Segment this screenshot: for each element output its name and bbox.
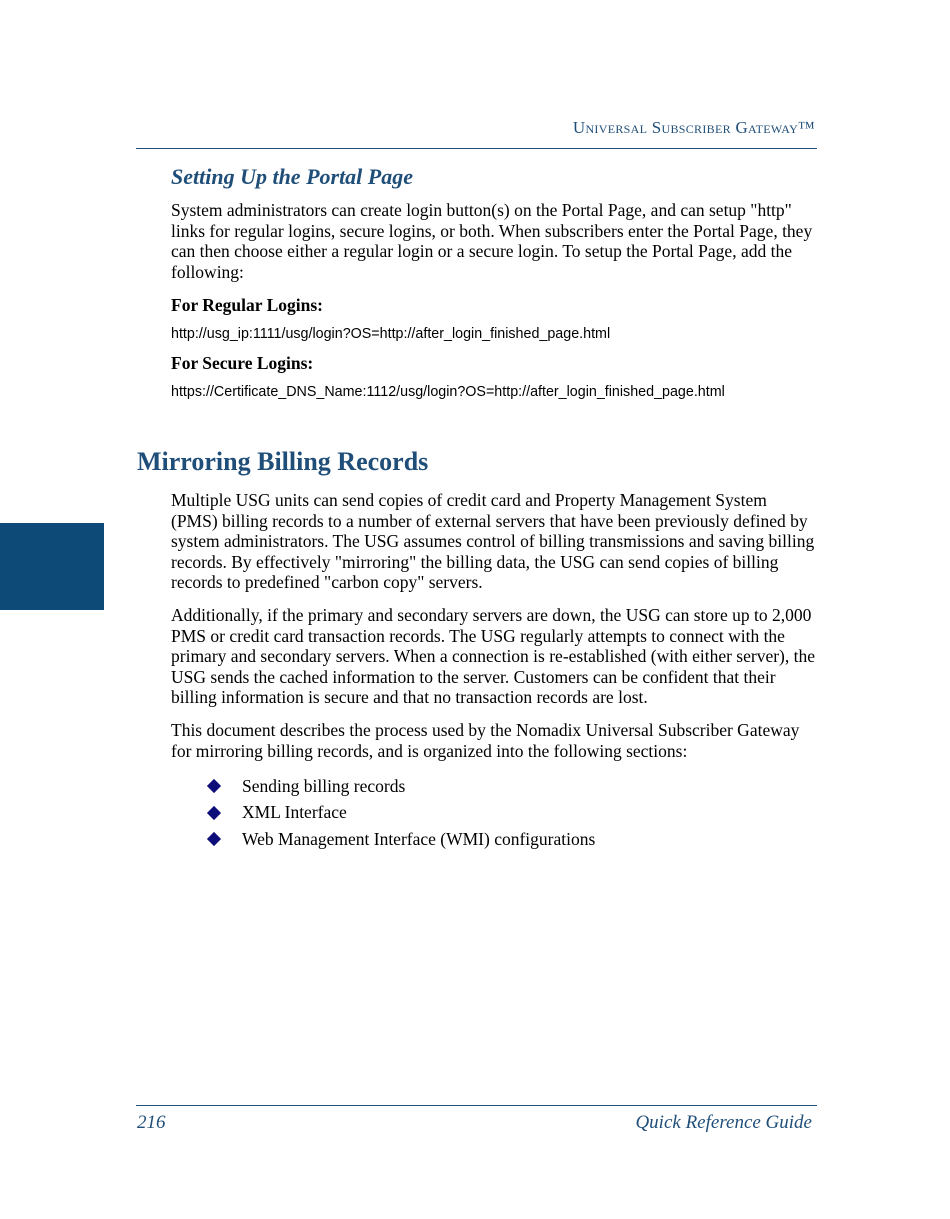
bullet-text: Sending billing records bbox=[242, 775, 406, 796]
footer-guide-title: Quick Reference Guide bbox=[635, 1112, 812, 1133]
secure-login-url: https://Certificate_DNS_Name:1112/usg/login?OS=http://after_login_finished_page.html bbox=[171, 384, 725, 401]
list-item bbox=[171, 773, 816, 800]
diamond-bullet-icon bbox=[207, 806, 221, 820]
mirroring-paragraph-1: Multiple USG units can send copies of credit card and Property Management System (PMS) billing records to a number of external servers that have been previously defined by system administrators. The USG assumes control of billing transmissions and saving billing records. By effectively "mirroring" the billing data, the USG can send copies of billing records to predefined "carbon copy" servers. bbox=[171, 490, 815, 593]
header-rule bbox=[136, 148, 817, 149]
running-header-title: Universal Subscriber Gateway™ bbox=[572, 118, 815, 137]
bullet-text: Web Management Interface (WMI) configurations bbox=[242, 828, 596, 849]
page-number: 216 bbox=[137, 1112, 166, 1133]
regular-login-url: http://usg_ip:1111/usg/login?OS=http://after_login_finished_page.html bbox=[171, 326, 611, 343]
diamond-bullet-icon bbox=[207, 832, 221, 846]
footer-rule bbox=[136, 1105, 817, 1106]
list-item bbox=[171, 826, 816, 853]
mirroring-section-heading: Mirroring Billing Records bbox=[137, 447, 429, 476]
bullet-text: XML Interface bbox=[242, 802, 347, 823]
mirroring-paragraph-3: This document describes the process used by the Nomadix Universal Subscriber Gateway for mirroring billing records, and is organized into the following sections: bbox=[171, 719, 800, 761]
sections-bullet-list bbox=[171, 773, 816, 853]
chapter-side-tab bbox=[0, 523, 104, 610]
portal-section-heading: Setting Up the Portal Page bbox=[171, 164, 413, 189]
mirroring-paragraph-2: Additionally, if the primary and secondary servers are down, the USG can store up to 2,000 PMS or credit card transaction records. The USG regularly attempts to connect with the primary and secondary servers. When a connection is re-established (with either server), the USG sends the cached information to the server. Customers can be confident that their billing information is secure and that no transaction records are lost. bbox=[171, 604, 816, 708]
list-item bbox=[171, 800, 816, 827]
mirroring-section bbox=[171, 490, 816, 853]
secure-logins-label: For Secure Logins: bbox=[171, 353, 314, 374]
regular-logins-label: For Regular Logins: bbox=[171, 295, 323, 316]
portal-section bbox=[171, 160, 816, 410]
diamond-bullet-icon bbox=[207, 779, 221, 793]
portal-intro-paragraph: System administrators can create login button(s) on the Portal Page, and can setup "http" links for regular logins, secure logins, or both. When subscribers enter the Portal Page, they can then choose either a regular login or a secure login. To setup the Portal Page, add the following: bbox=[171, 200, 813, 282]
